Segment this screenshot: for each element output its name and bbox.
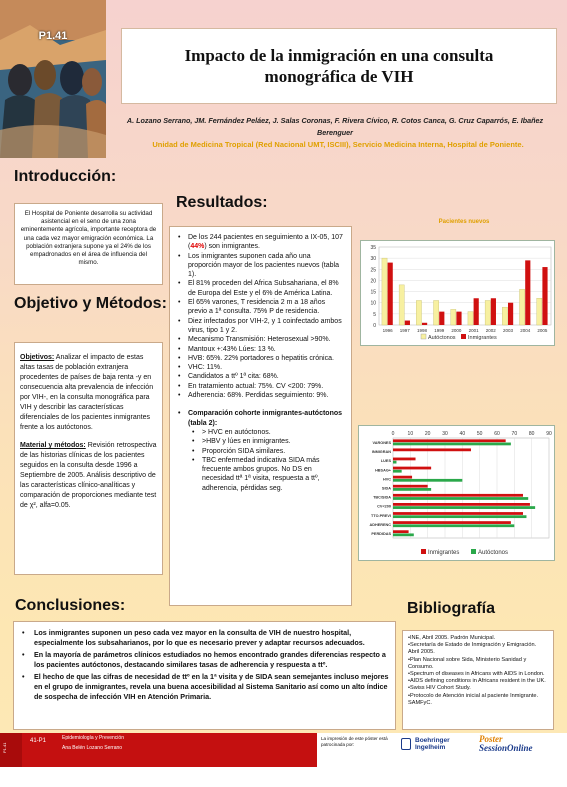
- conclusions-list: [22, 628, 389, 703]
- x-tick-label: 30: [442, 431, 448, 437]
- x-tick-label: 2001: [468, 328, 479, 333]
- reference: •Protocolo de Atención inicial al paciente Inmigrante. SAMFyC.: [408, 692, 539, 706]
- legend-label: Inmigrantes: [468, 335, 497, 341]
- cohort-sublist: [190, 428, 345, 493]
- poster-title: Impacto de la inmigración en una consulta monográfica de VIH: [184, 46, 494, 86]
- x-tick-label: 1998: [416, 328, 428, 333]
- bar: [439, 312, 444, 325]
- reference: •Spectrum of diseases in Africans with AIDS in London.: [408, 671, 545, 678]
- bar: [393, 458, 416, 461]
- results-item: • Diez infectados por VIH-2, y 1 coinfectado ambos virus, tipo 1 y 2.: [176, 317, 345, 336]
- new-patients-chart: [360, 240, 555, 346]
- bar: [393, 515, 526, 518]
- conclusions-box: [13, 621, 396, 730]
- x-tick-label: 2002: [485, 328, 496, 333]
- cohort-comparison: • Comparación cohorte inmigrantes-autóctonos (tabla 2):: [176, 409, 345, 428]
- x-tick-label: 40: [459, 431, 466, 437]
- results-item: • Adherencia: 68%. Perdidas seguimiento: 9%.: [176, 391, 345, 400]
- bar: [393, 476, 412, 479]
- bibliography-heading: Bibliografía: [407, 600, 496, 617]
- y-tick-label: 0: [373, 323, 376, 329]
- poster-painting: [0, 0, 106, 158]
- bar: [382, 258, 387, 325]
- legend-swatch: [421, 549, 426, 554]
- x-tick-label: 70: [511, 431, 518, 437]
- results-item: • Mecanismo Transmisión: Heterosexual >90%.: [176, 335, 345, 344]
- chart1-title: Pacientes nuevos: [438, 219, 490, 225]
- legend-label: Inmigrantes: [428, 550, 460, 556]
- results-item: • Mantoux +:43% Lúes: 13 %.: [176, 345, 345, 354]
- methods-label: Material y métodos:: [20, 442, 86, 449]
- objectives-text: Analizar el impacto de estas altas tasas de población extranjera procedentes de países de baja renta -y en consecuencia alta prevalencia de infección por VIH-, en la consulta monográfica para VIH y describir las características diferenciales de los pacientes inmigrantes frente a los autóctonos.: [20, 354, 154, 431]
- bar: [393, 530, 409, 533]
- results-item: • El 65% varones, T residencia 2 m a 18 años previo a 1ª consulta. 75% P de residencia.: [176, 298, 345, 317]
- sponsor-area: [317, 733, 567, 767]
- bar: [388, 263, 393, 325]
- results-item: • HVB: 65%. 22% portadores o hepatitis crónica.: [176, 354, 345, 363]
- y-tick-label: PERDIDAS: [371, 531, 391, 536]
- conclusion-item: • En la mayoría de parámetros clínicos estudiados no hemos encontrado grandes diferencias respecto a los pacientes autóctonos, destacando similares tasas de adherencia y respuesta a ttº.: [22, 650, 389, 671]
- bar: [537, 298, 542, 325]
- bar: [451, 309, 456, 325]
- x-tick-label: 2003: [502, 328, 514, 333]
- bar: [393, 512, 523, 515]
- affiliation: Unidad de Medicina Tropical (Red Nacional UMT, ISCIII), Servicio Medicina Interna, Hospital de Poniente.: [152, 140, 524, 149]
- y-tick-label: 20: [370, 278, 376, 285]
- footer-bottom: [0, 767, 567, 787]
- x-tick-label: 0: [391, 431, 395, 437]
- x-tick-label: 2000: [451, 328, 462, 333]
- bar: [393, 448, 471, 451]
- bar: [405, 321, 410, 325]
- y-tick-label: CV<200: [377, 504, 391, 509]
- y-tick-label: ADHERENC: [369, 522, 391, 527]
- y-tick-label: TBC/SIDA: [373, 495, 391, 500]
- y-tick-label: HVC: [382, 477, 391, 482]
- title-box: [121, 28, 557, 104]
- bar: [393, 439, 506, 442]
- intro-heading: Introducción:: [14, 168, 117, 185]
- x-tick-label: 1999: [434, 328, 445, 333]
- x-tick-label: 20: [424, 431, 431, 437]
- y-tick-label: 5: [373, 311, 376, 318]
- footer-code: 41-P1: [30, 738, 47, 744]
- bar: [542, 267, 547, 325]
- results-item: • De los 244 pacientes en seguimiento a IX-05, 107 (44%) son inmigrantes.: [176, 233, 345, 252]
- reference: •Swiss HIV Cohort Study.: [408, 685, 471, 692]
- brand1: Boehringer Ingelheim: [415, 737, 450, 751]
- results-item: • VHC: 11%.: [176, 363, 345, 372]
- objectives-heading: Objetivo y Métodos:: [14, 295, 167, 312]
- comparison-chart-svg: [359, 426, 556, 562]
- objectives-box: [14, 342, 163, 575]
- legend-label: Autóctonos: [428, 335, 456, 341]
- objectives-paragraph: [20, 353, 157, 433]
- bar: [393, 479, 462, 482]
- results-item: • Los inmigrantes suponen cada año una proporción mayor de los pacientes nuevos (tabla 1).: [176, 252, 345, 280]
- x-tick-label: 10: [407, 431, 414, 437]
- legend-swatch: [421, 334, 426, 339]
- bar: [393, 494, 523, 497]
- x-tick-label: 50: [476, 431, 483, 437]
- bar: [434, 300, 439, 325]
- x-tick-label: 60: [494, 431, 500, 437]
- y-tick-label: LUES: [380, 459, 391, 464]
- bar: [456, 312, 461, 325]
- bar: [393, 467, 431, 470]
- reference: •Plan Nacional sobre Sida, Ministerio Sanidad y Consumo.: [408, 656, 527, 670]
- cohort-item: • >HBV y lúes en inmigrantes.: [190, 437, 345, 446]
- footer-line1: Epidemiología y Prevención: [62, 735, 124, 741]
- cohort-item: • TBC enfermedad indicativa SIDA más frecuente ambos grupos. No DS en necesidad ttª 1ª visita, respuesta a ttº, adherencia, pérdidas seg.: [190, 456, 345, 493]
- results-list: [176, 233, 345, 428]
- conclusion-item: • El hecho de que las cifras de necesidad de ttº en la 1ª visita y de SIDA sean semejantes incluso mejores en el grupo de inmigrantes, revela una buena accesibilidad al Sistema Sanitario así como un alto índice de sospecha de infección VIH en Atención Primaria.: [22, 672, 389, 703]
- bar: [393, 533, 414, 536]
- results-item: • En tratamiento actual: 75%. CV <200: 79%.: [176, 382, 345, 391]
- y-tick-label: 25: [370, 267, 376, 274]
- y-tick-label: 30: [370, 256, 376, 263]
- authors: A. Lozano Serrano, JM. Fernández Peláez, J. Salas Coronas, F. Rivera Cívico, R. Cotos Canca, G. Cruz Caparrós, E. Ibañez Berenguer: [126, 116, 544, 137]
- brand2: Poster SessionOnline: [479, 734, 533, 753]
- y-tick-label: TTO.PREVI: [371, 513, 391, 518]
- y-tick-label: INMIGRAN: [371, 450, 391, 455]
- bar: [525, 260, 530, 325]
- bar: [393, 485, 428, 488]
- x-tick-label: 1997: [399, 328, 410, 333]
- conclusions-heading: Conclusiones:: [15, 597, 126, 614]
- bar: [393, 488, 431, 491]
- bar: [393, 461, 396, 464]
- bar: [393, 443, 511, 446]
- results-item: • El 81% proceden del Africa Subsahariana, el 8% de Europa del Este y el 6% de América Latina.: [176, 279, 345, 298]
- methods-paragraph: [20, 441, 157, 511]
- bar: [508, 303, 513, 325]
- intro-box: [14, 203, 163, 285]
- bar: [393, 506, 535, 509]
- results-heading: Resultados:: [176, 194, 268, 211]
- x-tick-label: 2004: [520, 328, 531, 333]
- comparison-chart: [358, 425, 555, 561]
- results-box: [169, 226, 352, 606]
- x-tick-label: 90: [546, 431, 552, 437]
- x-tick-label: 80: [528, 431, 535, 437]
- footer-side-code: P1.41: [2, 742, 7, 753]
- y-tick-label: 15: [370, 289, 376, 296]
- bar: [416, 300, 421, 325]
- results-item: • Candidatos a ttº 1ª cita: 68%.: [176, 372, 345, 381]
- new-patients-chart-svg: [361, 241, 556, 347]
- immigrant-percent: 44%: [190, 243, 205, 251]
- bar: [399, 285, 404, 325]
- sponsor-text: La impresión de este póster está patrocinada por:: [321, 736, 388, 747]
- bar: [520, 289, 525, 325]
- bar: [393, 470, 402, 473]
- y-tick-label: 10: [370, 300, 376, 307]
- bibliography-box: [402, 630, 554, 730]
- y-tick-label: VARONES: [372, 441, 391, 446]
- conclusion-item: • Los inmigrantes suponen un peso cada vez mayor en la consulta de VIH de nuestro hospital, especialmente los subsaharianos, por lo que es necesario prever y adaptar recursos adecuados.: [22, 628, 389, 649]
- bar: [393, 497, 528, 500]
- bar: [393, 503, 530, 506]
- legend-swatch: [461, 334, 466, 339]
- reference: •Secretaría de Estado de Inmigración y Emigración. Abril 2005.: [408, 642, 537, 656]
- objectives-label: Objetivos:: [20, 354, 55, 361]
- bar: [422, 323, 427, 325]
- y-tick-label: SIDA: [381, 486, 391, 491]
- footer-line2: Ana Belén Lozano Serrano: [62, 745, 123, 751]
- cohort-item: • > HVC en autóctonos.: [190, 428, 345, 437]
- bar: [393, 521, 511, 524]
- reference: •INE, Abril 2005. Padrón Municipal.: [408, 635, 496, 641]
- y-tick-label: 35: [370, 245, 376, 251]
- bar: [502, 307, 507, 325]
- bar: [393, 524, 514, 527]
- bar: [491, 298, 496, 325]
- bar: [468, 312, 473, 325]
- legend-label: Autóctonos: [478, 550, 509, 556]
- bar: [474, 298, 479, 325]
- painting-image: [0, 0, 106, 158]
- x-tick-label: 1996: [382, 328, 393, 333]
- y-tick-label: HBSAG+: [375, 468, 391, 473]
- legend-swatch: [471, 549, 476, 554]
- intro-text: El Hospital de Poniente desarrolla su actividad asistencial en el seno de una zona eminentemente agrícola, importante receptora de una cada vez mayor emigración económica. La población extranjera supone ya el 24% de los empadronados en el área de influencia del mismo.: [20, 210, 157, 267]
- cohort-item: • Proporción SIDA similares.: [190, 447, 345, 456]
- x-tick-label: 2005: [537, 328, 548, 333]
- boehringer-logo-icon: [401, 738, 411, 750]
- bar: [485, 300, 490, 325]
- methods-text: Revisión retrospectiva de las historias clínicas de los pacientes seguidos en la consulta desde 1996 a Septiembre de 2005. Análisis descriptivo de las características clínico-analíticas y comparación de proporciones mediante test de χ², alfa=0.05.: [20, 442, 157, 509]
- poster-code: P1.41: [38, 30, 68, 42]
- reference: •AIDS defining conditions in Africans resident in the UK.: [408, 678, 546, 685]
